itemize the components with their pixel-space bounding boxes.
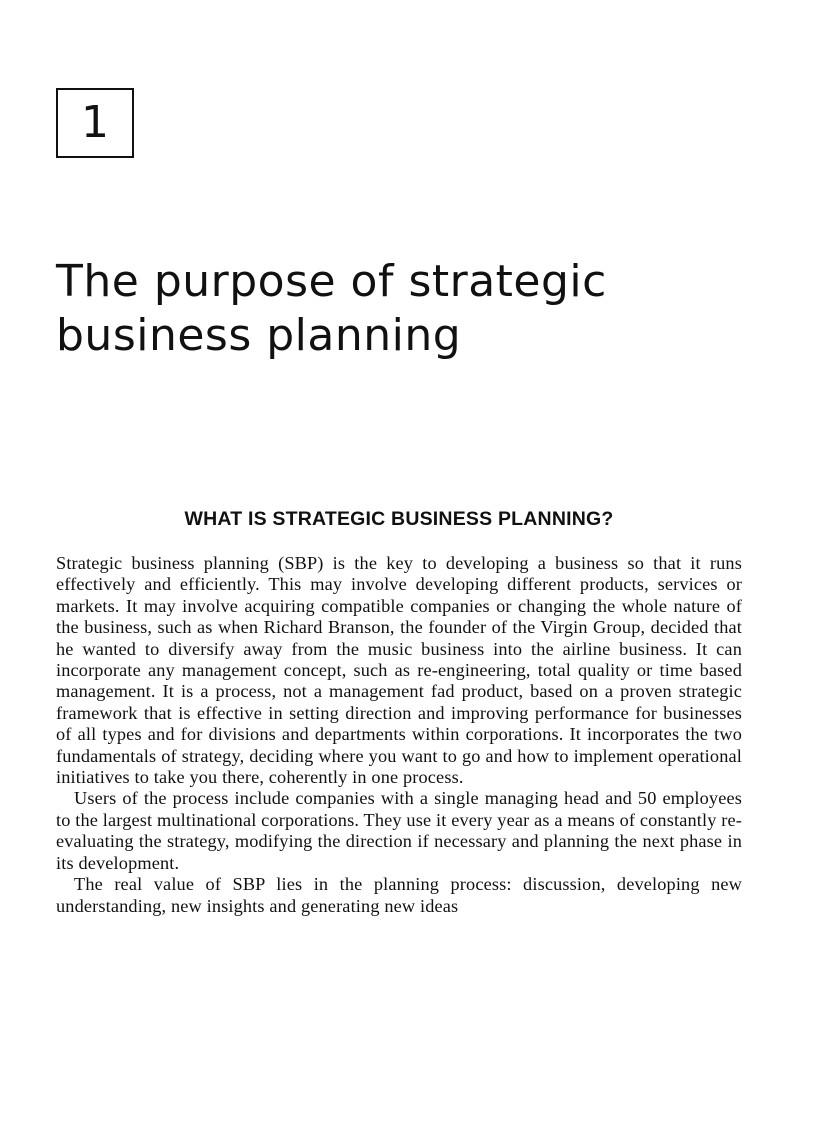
- paragraph: Strategic business planning (SBP) is the key to developing a business so that it runs effectively and efficiently. This may involve developing different products, services or markets. It may involve acquiring compatible companies or changing the whole nature of the business, such as when Richard Branson, the founder of the Virgin Group, decided that he wanted to diversify away from the music business into the airline business. It can incorporate any management concept, such as re-engineering, total quality or time based management. It is a process, not a management fad product, based on a proven strategic framework that is effective in setting direction and improving performance for businesses of all types and for divisions and departments within corporations. It incorporates the two fundamentals of strategy, deciding where you want to go and how to implement operational initiatives to take you there, coherently in one process.: [56, 553, 742, 788]
- chapter-number-box: [56, 88, 134, 158]
- chapter-number: 1: [81, 97, 109, 148]
- section-heading: WHAT IS STRATEGIC BUSINESS PLANNING?: [184, 508, 614, 530]
- body-text: [56, 553, 742, 917]
- chapter-title: The purpose of strategic business planning: [56, 256, 607, 361]
- paragraph: Users of the process include companies with a single managing head and 50 employees to the largest multinational corporations. They use it every year as a means of constantly re-evaluating the strategy, modifying the direction if necessary and planning the next phase in its development.: [56, 788, 742, 873]
- paragraph: The real value of SBP lies in the planning process: discussion, developing new understanding, new insights and generating new ideas: [56, 874, 742, 916]
